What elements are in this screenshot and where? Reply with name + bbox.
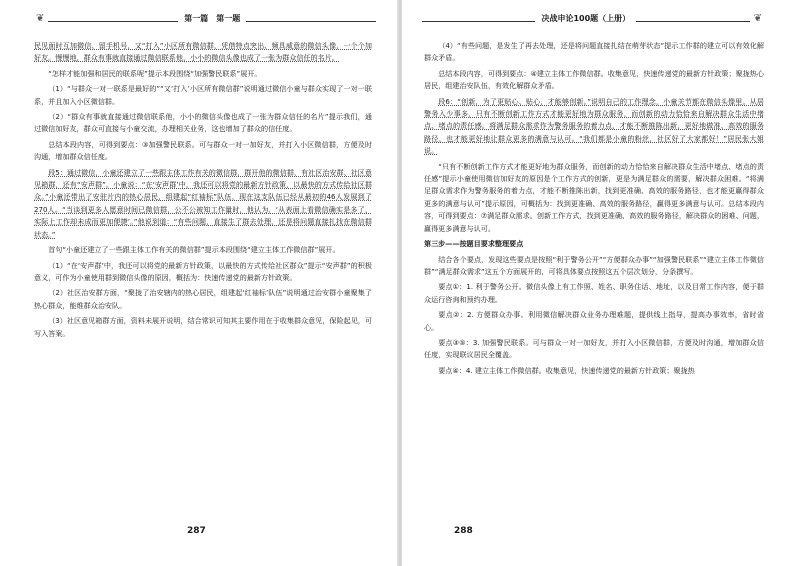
vine-ornament-icon: ❦ (36, 13, 45, 24)
header-rule (422, 21, 535, 22)
paragraph: 总结本段内容，可得到要点：④建立主体工作微信群。收集意见，快速传递党的最新方针政策；聚拢热心居民，组建治安队伍，有效化解群众矛盾。 (424, 68, 764, 91)
paragraph: 总结本段内容，可得到要点：③加强警民联系。可与群众一对一加好友，并打入小区微信群，方便及时沟通，增加群众信任度。 (34, 139, 372, 162)
key-point: 要点②：2. 方便群众办事。利用微信解决群众业务办理难题，提供线上指导，提高办事效率，省时省心。 (424, 310, 764, 332)
header-rule (246, 21, 376, 22)
key-point: 要点①：1. 利于警务公开。微信头像上有工作照、姓名、职务住话、地址，以及目常工作内容，便于群众运行咨询和预约办理。 (424, 282, 764, 304)
right-page-header (422, 12, 762, 26)
paragraph: 首句“小童还建立了一些跟主体工作有关的微信群”提示本段围绕“建立主体工作微信群”展开。 (48, 245, 340, 255)
paragraph: 结合各个要点，发现这些要点是按照“利于警务公开”“方便群众办事”“加强警民联系”“建立主体工作微信群”“满足群众需求”这五个方面展开的，可将具体要点按照这五个层次划分，分条撰写。 (424, 254, 764, 276)
page-number: 287 (187, 526, 206, 536)
vine-ornament-icon: ❦ (753, 13, 762, 24)
left-page-body (34, 40, 372, 343)
paragraph: “只有不断创新工作方式才能更好地为群众服务，而创新的动力恰恰来自解决群众生活中堵点、堵点的责任感”提示小童使用微信加好友的原因是个工作方式的创新，更是为满足群众的需要，解决群众困难。“将满足群众需求作为警务服务的着力点，才能不断推陈出新，找到更准确、高效的服务路径，也才能更赢得群众更多的满意与认可”提示原因，可概括为：找到更准确、高效的服务路径，赢得更多满意与认可。总结本段内容，可得到要点：⑦满足群众需求。创新工作方式，找到更准确、高效的服务路径，解决群众的困难、问题，赢得更多满意与认可。 (424, 161, 764, 233)
paragraph: 段5：通过微信，小童还建立了一些跟主体工作有关的微信群，群开他的微信群，有社区治安群、社区意见箱群，还有“安声群”。小童说：“在‘安声群’中，我还可以将党的最新方针政策，以最快的方式传给社区群众。”小童还带出了安驻片内的热心居民，组建起“红袖标”队伍，现在这支队伍已经从最初的46人发展到了270人。“当谈到更多人愿意时间已微信群，公不公被知工作量时，他认为，‘从表面上看微信确实是多了，实际上工作却未成而更加便捷’。”他说到道：“有些问题，直接生了群去处理，还是将问题直接扎找在微信群状态。” (34, 167, 372, 239)
header-rule (636, 21, 749, 22)
paragraph: 民见面时互加微信、留手机号，又“打入”小区所有微信群，凭借特点突出、频具威意的微信头像，一个个加好友。慢慢地，群众有事就直接通过微信联系他，小小的微信头像也成了一张为群众信任的名片。 (34, 41, 372, 63)
key-point: 要点③⑤：3. 加强警民联系。可与群众一对一加好友，并打入小区微信群，方便及时沟通，增加群众信任度，实现联议居民全覆盖。 (424, 337, 764, 360)
paragraph: 段6：“创新，为了更贴心、贴心，才能够创新。”说明自己的工作理念，小童关节都在微信头像里。从居警务入少事多，只有不断创新工作方式才能更好地为群众服务，而创新的动力恰恰来自解决群众生活中堵点、堵点的责任感。将满足群众需求作为警务服务的着力点，才能不断推陈出新，更好地做准、高效的服务路径，也才能更好地让群众更多的满意与认可。“我们都是小童的粉丝，社区好了大家都好！”居民张大姐说。 (424, 96, 764, 156)
header-rule (48, 21, 178, 22)
paragraph: （3）社区意见箱群方面，资料未展开说明，结合常识可知其主要作用在于收集群众意见，保险起见，可写入答案。 (34, 316, 372, 338)
key-point: 要点④：4. 建立主体工作微信群。收集意见，快速传递党的最新方针政策；聚拢热 (438, 365, 695, 375)
right-page (402, 0, 800, 566)
paragraph: （1）“与群众一对一联系是最好的”“又‘打入’小区所有微信群”说明通过微信小童与群众实现了一对一联系，并且加入小区微信群。 (34, 84, 372, 106)
paragraph: （1）“在‘安声群’中，我还可以将党的最新方针政策，以最快的方式传给社区群众”提示“安声群”的积极意义，可作为小童使用群到微信头像的原因，概括为：快速传递党的最新方针政策。 (34, 260, 372, 282)
right-page-body (424, 40, 764, 380)
left-page (0, 0, 398, 566)
paragraph: （2）社区治安群方面，“聚拢了治安辖内的热心居民，组建起‘红袖标’队伍”说明通过治安群小童聚集了热心群众，能维群众治安队。 (34, 288, 372, 310)
left-header-title: 第一篇 第一题 (184, 14, 241, 23)
left-page-header (36, 12, 376, 26)
page-number: 288 (454, 526, 473, 536)
paragraph: （4）“有些问题，是发生了再去处理，还是将问题直接扎结在萌芽状态”提示工作群的建立可以有效化解群众矛盾。 (424, 41, 764, 63)
paragraph: （2）“群众有事就直接通过微信联系他，小小的微信头像也成了一张为群众信任的名片”提示我们，通过微信加好友，群众可直接与小童交流，办理相关业务，这也增加了群众的信任度。 (34, 112, 372, 134)
paragraph: “怎样才能加强和居民的联系呢”提示本段围绕“加强警民联系”展开。 (48, 68, 262, 78)
section-heading: 第三步——按题目要求整理要点 (424, 239, 524, 249)
right-header-title: 决战申论100题（上册） (541, 14, 631, 23)
